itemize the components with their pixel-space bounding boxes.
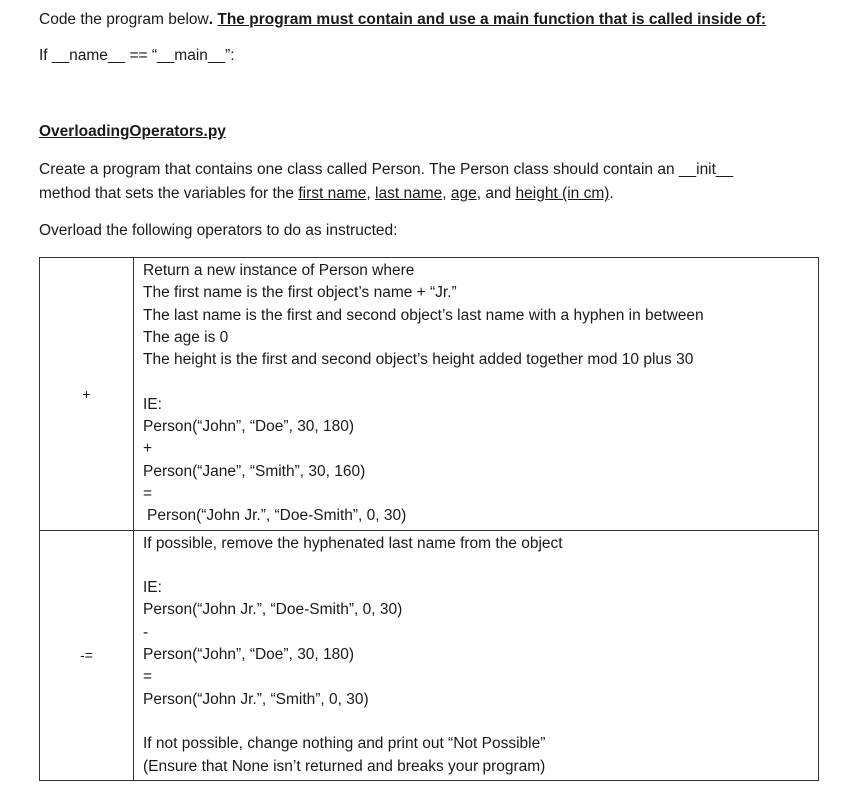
period: . xyxy=(609,185,614,202)
desc-line: + xyxy=(143,440,153,458)
blank-line xyxy=(143,711,818,733)
desc-line: Person(“Jane”, “Smith”, 30, 160) xyxy=(143,462,366,480)
desc-line: The height is the first and second object’s height added together mod 10 plus 30 xyxy=(143,351,694,369)
desc-line: Person(“John”, “Doe”, 30, 180) xyxy=(143,646,355,664)
main-guard-line: If __name__ == “__main__”: xyxy=(39,47,235,64)
operator-description xyxy=(134,258,819,531)
separator: , and xyxy=(476,185,516,202)
operator-row-minus-equals xyxy=(40,530,819,780)
desc-line: If possible, remove the hyphenated last name from the object xyxy=(143,534,563,552)
desc-line: IE: xyxy=(143,395,162,413)
operator-description xyxy=(134,530,819,780)
desc-line: Person(“John Jr.”, “Smith”, 0, 30) xyxy=(143,690,369,708)
desc-line: Return a new instance of Person where xyxy=(143,262,415,279)
field-age: age xyxy=(450,185,477,202)
instruction-text: Code the program below xyxy=(39,11,209,28)
blank-line xyxy=(143,555,818,577)
instruction-dot: . xyxy=(208,11,218,28)
desc-line: IE: xyxy=(143,579,162,597)
operator-row-plus xyxy=(40,258,819,531)
filename-heading: OverloadingOperators.py xyxy=(39,123,226,140)
desc-line: = xyxy=(143,484,153,502)
desc-line: Person(“John Jr.”, “Doe-Smith”, 0, 30) xyxy=(147,507,407,525)
desc-line: The first name is the first object’s name + “Jr.” xyxy=(143,284,457,302)
description-prefix: method that sets the variables for the xyxy=(39,185,299,202)
desc-line: - xyxy=(143,623,149,641)
field-last-name: last name xyxy=(375,185,443,202)
desc-line: (Ensure that None isn’t returned and breaks your program) xyxy=(143,757,546,775)
overload-instruction: Overload the following operators to do as instructed: xyxy=(39,222,398,239)
operators-table xyxy=(39,257,819,781)
description-line-1: Create a program that contains one class called Person. The Person class should contain an __init__ xyxy=(39,161,734,178)
desc-line: The age is 0 xyxy=(143,328,229,346)
instruction-line xyxy=(39,10,766,30)
desc-line: Person(“John Jr.”, “Doe-Smith”, 0, 30) xyxy=(143,601,403,619)
desc-line: If not possible, change nothing and print out “Not Possible” xyxy=(143,735,546,753)
desc-line: Person(“John”, “Doe”, 30, 180) xyxy=(143,418,355,436)
separator: , xyxy=(366,185,376,202)
operator-symbol: + xyxy=(40,258,134,531)
field-first-name: first name xyxy=(298,185,367,202)
description-line-2 xyxy=(39,184,614,204)
blank-line xyxy=(143,371,818,393)
main-function-requirement: The program must contain and use a main function that is called inside of: xyxy=(217,11,766,28)
desc-line: = xyxy=(143,668,153,686)
desc-line: The last name is the first and second object’s last name with a hyphen in between xyxy=(143,306,704,324)
operator-symbol: -= xyxy=(40,530,134,780)
separator: , xyxy=(442,185,451,202)
field-height: height (in cm) xyxy=(515,185,610,202)
